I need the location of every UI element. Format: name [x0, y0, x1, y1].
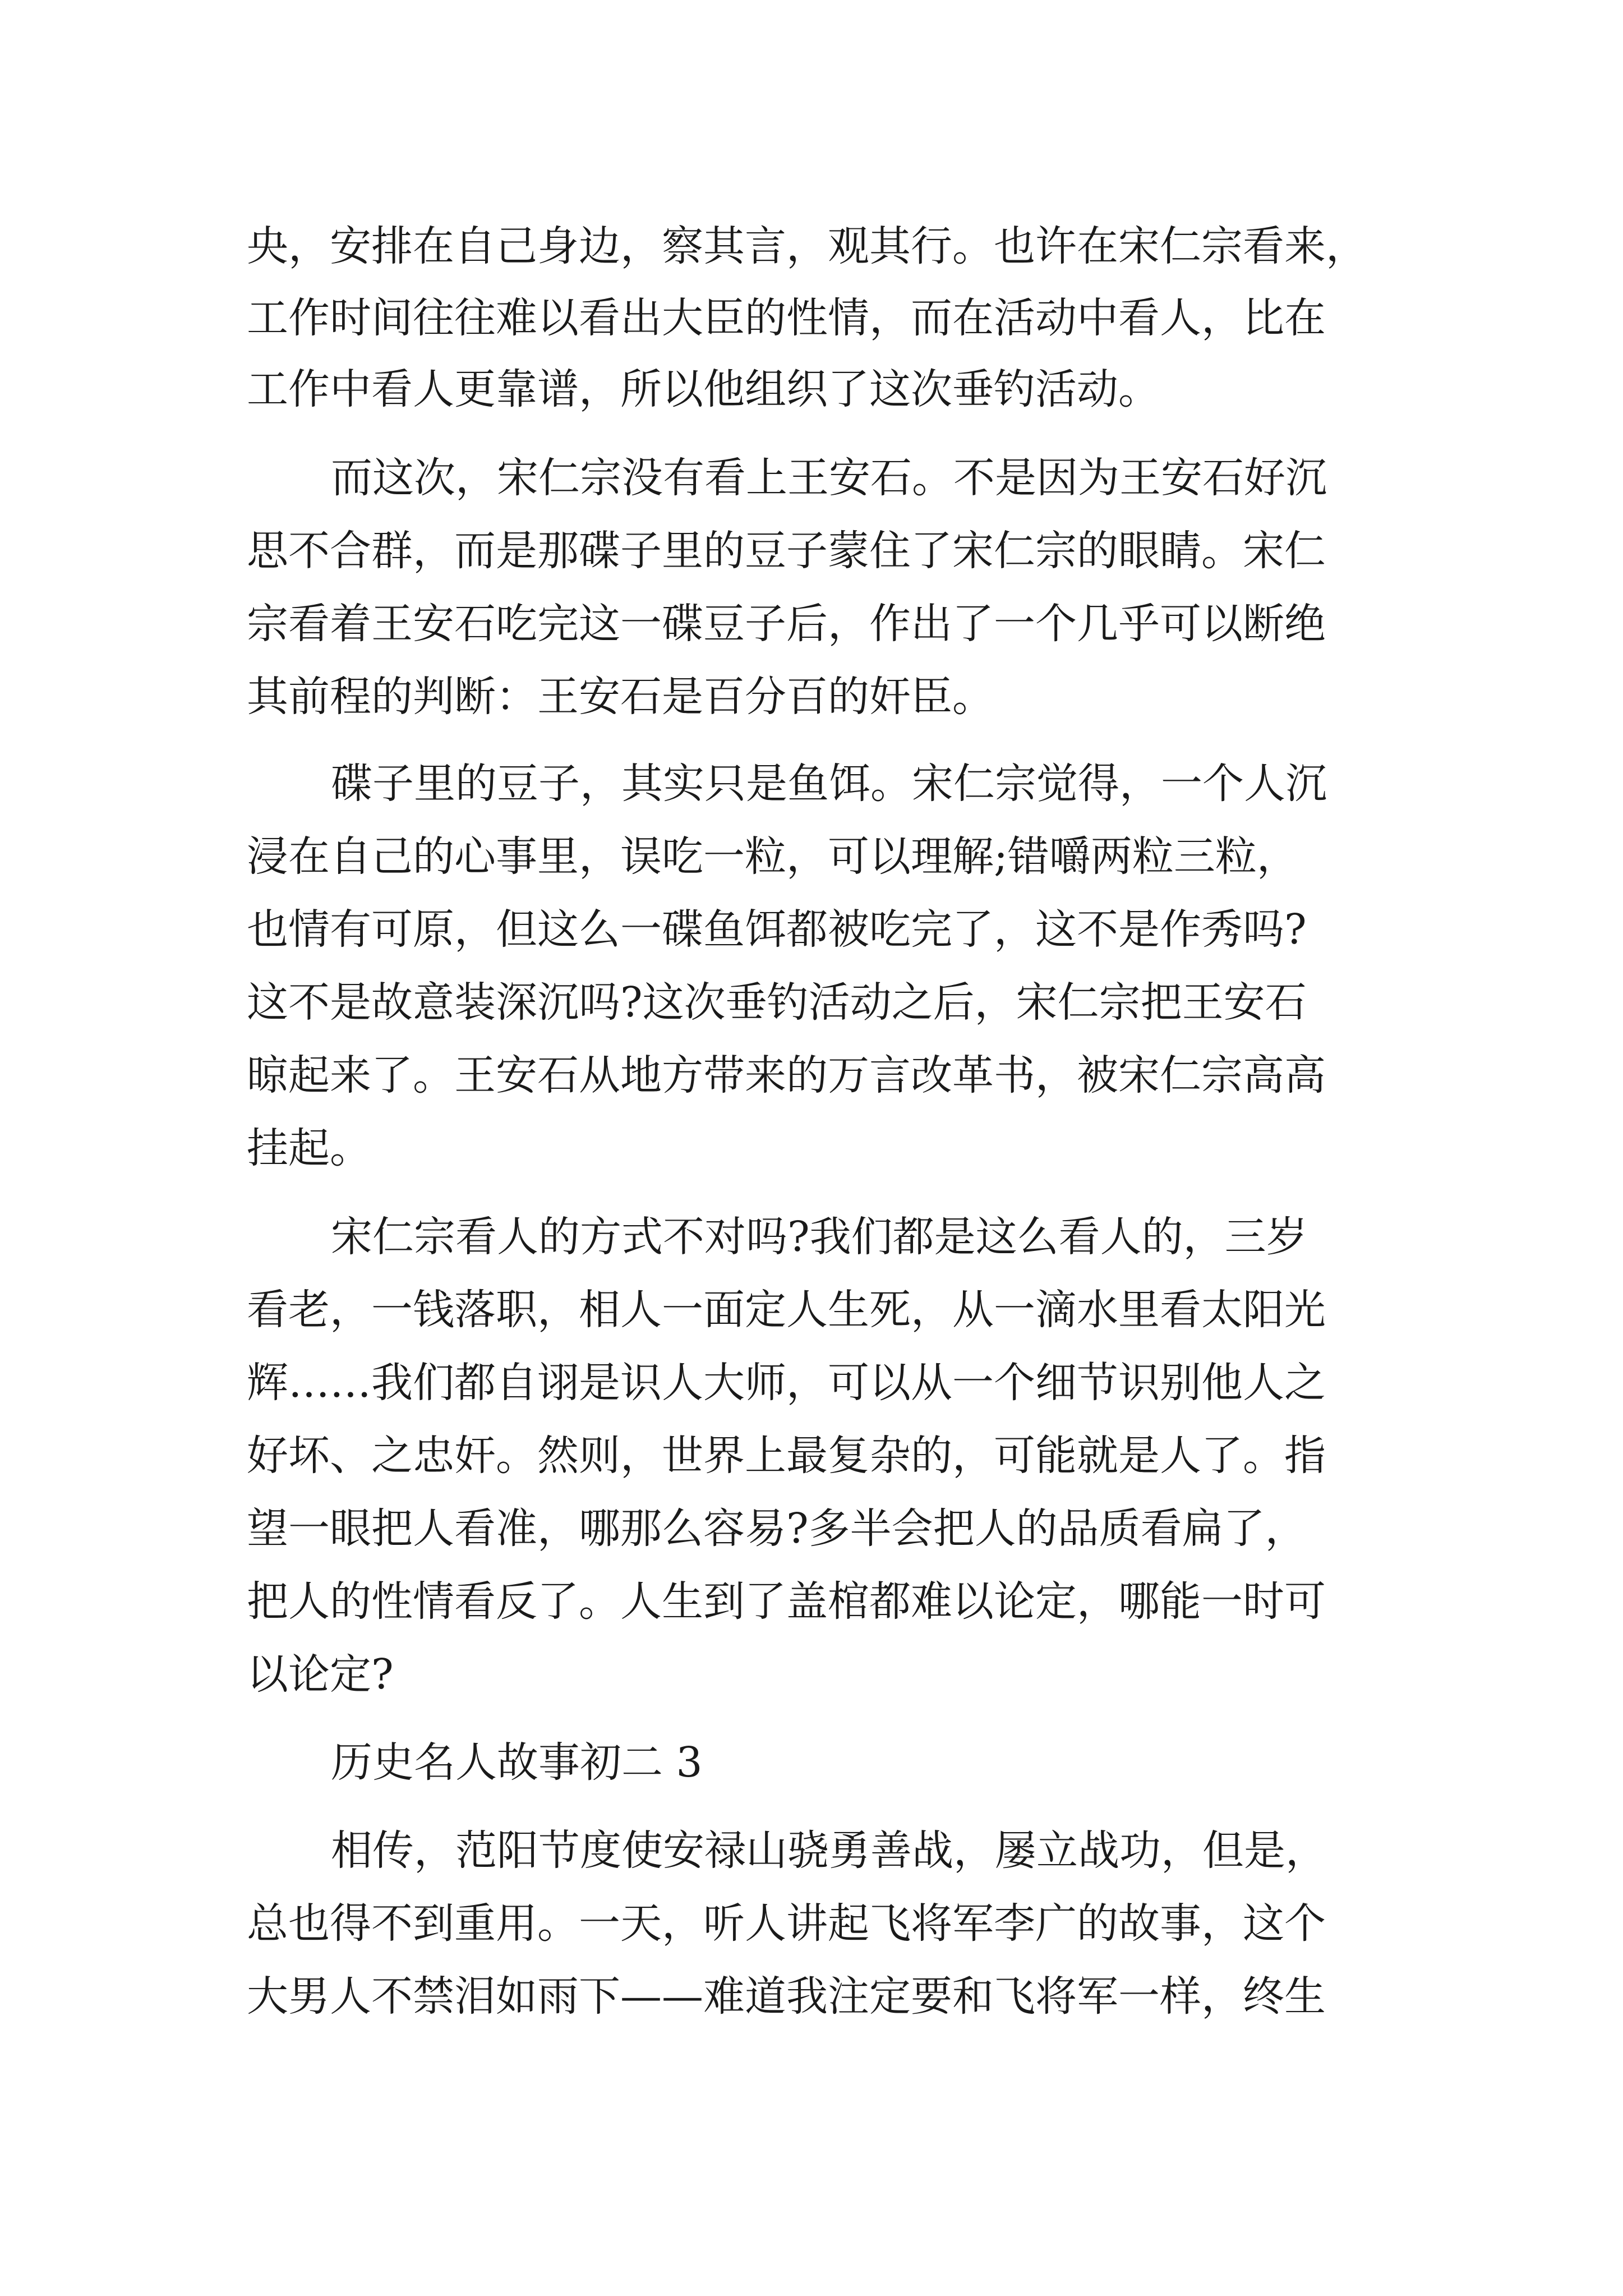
- text-line: 大男人不禁泪如雨下——难道我注定要和飞将军一样，终生: [247, 1972, 1326, 2021]
- text-line: 也情有可原，但这么一碟鱼饵都被吃完了，这不是作秀吗?: [247, 905, 1307, 954]
- text-line: 晾起来了。王安石从地方带来的万言改革书，被宋仁宗高高: [247, 1051, 1326, 1099]
- text-line: 把人的性情看反了。人生到了盖棺都难以论定，哪能一时可: [247, 1577, 1326, 1626]
- text-line: 而这次，宋仁宗没有看上王安石。不是因为王安石好沉: [331, 454, 1327, 502]
- text-line: 碟子里的豆子，其实只是鱼饵。宋仁宗觉得，一个人沉: [331, 760, 1327, 808]
- text-line: 相传，范阳节度使安禄山骁勇善战，屡立战功，但是，: [331, 1826, 1327, 1875]
- text-line: 工作中看人更靠谱，所以他组织了这次垂钓活动。: [247, 365, 1160, 413]
- text-line: 总也得不到重用。一天，听人讲起飞将军李广的故事，这个: [247, 1899, 1326, 1948]
- text-line: 好坏、之忠奸。然则，世界上最复杂的，可能就是人了。指: [247, 1432, 1326, 1480]
- text-line: 看老，一钱落职，相人一面定人生死，从一滴水里看太阳光: [247, 1286, 1326, 1334]
- text-line: 这不是故意装深沉吗?这次垂钓活动之后，宋仁宗把王安石: [247, 978, 1307, 1027]
- section-heading: 历史名人故事初二 3: [331, 1738, 703, 1787]
- text-line: 宋仁宗看人的方式不对吗?我们都是这么看人的，三岁: [331, 1213, 1308, 1261]
- text-line: 浸在自己的心事里，误吃一粒，可以理解;错嚼两粒三粒，: [247, 832, 1298, 881]
- text-line: 辉……我们都自诩是识人大师，可以从一个细节识别他人之: [247, 1359, 1326, 1407]
- text-line: 宗看着王安石吃完这一碟豆子后，作出了一个几乎可以断绝: [247, 600, 1326, 648]
- text-line: 央，安排在自己身边，察其言，观其行。也许在宋仁宗看来，: [247, 222, 1367, 270]
- text-line: 思不合群，而是那碟子里的豆子蒙住了宋仁宗的眼睛。宋仁: [247, 527, 1326, 575]
- text-line: 工作时间往往难以看出大臣的性情，而在活动中看人，比在: [247, 294, 1326, 342]
- text-line: 以论定?: [247, 1650, 394, 1699]
- text-line: 挂起。: [247, 1124, 371, 1172]
- text-line: 望一眼把人看准，哪那么容易?多半会把人的品质看扁了，: [247, 1504, 1307, 1553]
- text-line: 其前程的判断：王安石是百分百的奸臣。: [247, 673, 994, 721]
